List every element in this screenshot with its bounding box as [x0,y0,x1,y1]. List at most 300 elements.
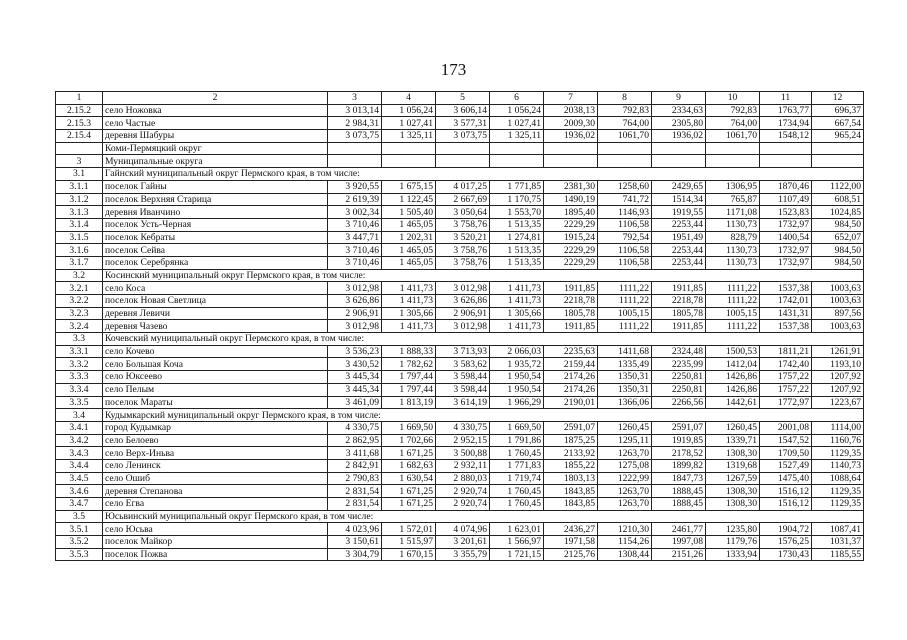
value-cell: 3 758,76 [436,256,490,269]
row-code: 2.15.3 [56,117,103,130]
value-cell: 3 445,34 [328,383,382,396]
value-cell: 2305,80 [652,117,706,130]
row-code: 3.4.7 [56,498,103,511]
value-cell: 2235,99 [652,358,706,371]
value-cell: 2 842,91 [328,459,382,472]
value-cell: 1005,15 [598,307,652,320]
value-cell: 3 150,61 [328,536,382,549]
value-cell: 897,56 [812,307,864,320]
value-cell: 1919,55 [652,206,706,219]
row-code: 3.5.1 [56,523,103,536]
column-number: 6 [490,92,544,105]
value-cell: 1 411,73 [490,295,544,308]
value-cell: 1295,11 [598,434,652,447]
value-cell: 1366,06 [598,396,652,409]
row-code: 2.15.4 [56,130,103,143]
value-cell: 1 669,50 [382,421,436,434]
value-cell: 1160,76 [812,434,864,447]
row-name: поселок Сейва [103,244,328,257]
row-code: 3.4.3 [56,447,103,460]
value-cell: 1 813,19 [382,396,436,409]
row-name: город Кудымкар [103,421,328,434]
value-cell: 1547,52 [760,434,812,447]
value-cell [490,155,544,168]
value-cell: 3 012,98 [328,320,382,333]
value-cell: 764,00 [706,117,760,130]
value-cell: 1185,55 [812,548,864,561]
table-row [56,206,864,219]
value-cell: 2591,07 [544,421,598,434]
row-code: 3.1 [56,168,103,181]
table-row [56,231,864,244]
row-code: 3.4.5 [56,472,103,485]
row-name: поселок Гайны [103,180,328,193]
value-cell: 3 710,46 [328,256,382,269]
column-number: 3 [328,92,382,105]
value-cell: 2178,52 [652,447,706,460]
column-number: 10 [706,92,760,105]
value-cell: 1 305,66 [490,307,544,320]
value-cell: 2 906,91 [436,307,490,320]
value-cell: 1 056,24 [382,104,436,117]
value-cell: 1805,78 [544,307,598,320]
value-cell: 1742,40 [760,358,812,371]
value-cell: 1 630,54 [382,472,436,485]
value-cell: 3 012,98 [436,282,490,295]
table-row [56,244,864,257]
value-cell: 2 831,54 [328,485,382,498]
value-cell: 2 920,74 [436,485,490,498]
section-title: Косинский муниципальный округ Пермского края, в том числе: [103,269,864,282]
value-cell: 2250,81 [652,371,706,384]
value-cell: 1 515,97 [382,536,436,549]
value-cell: 1 671,25 [382,498,436,511]
value-cell: 2125,76 [544,548,598,561]
value-cell: 4 023,96 [328,523,382,536]
value-cell: 1888,45 [652,498,706,511]
value-cell: 1 935,72 [490,358,544,371]
value-cell: 1 465,05 [382,244,436,257]
value-cell: 1 122,45 [382,193,436,206]
value-cell: 1895,40 [544,206,598,219]
value-cell: 1 465,05 [382,218,436,231]
row-code: 3 [56,155,103,168]
value-cell: 1319,68 [706,459,760,472]
value-cell [328,155,382,168]
value-cell: 1426,86 [706,371,760,384]
value-cell: 1130,73 [706,244,760,257]
row-code: 3.4.4 [56,459,103,472]
value-cell: 1772,97 [760,396,812,409]
value-cell: 1129,35 [812,485,864,498]
value-cell: 1888,45 [652,485,706,498]
value-cell: 1 566,97 [490,536,544,549]
value-cell: 3 598,44 [436,371,490,384]
value-cell: 1 170,75 [490,193,544,206]
row-name: поселок Пожва [103,548,328,561]
page-number: 173 [440,60,467,79]
value-cell: 1263,70 [598,485,652,498]
table-row [56,117,864,130]
value-cell: 1843,85 [544,498,598,511]
value-cell: 3 758,76 [436,244,490,257]
value-cell: 1003,63 [812,320,864,333]
value-cell: 1 411,73 [382,295,436,308]
row-name: поселок Кебраты [103,231,328,244]
value-cell: 1122,00 [812,180,864,193]
table-row [56,307,864,320]
value-cell: 2334,63 [652,104,706,117]
value-cell: 2381,30 [544,180,598,193]
value-cell: 1516,12 [760,498,812,511]
value-cell: 3 500,88 [436,447,490,460]
value-cell: 1855,22 [544,459,598,472]
row-name: деревня Степанова [103,485,328,498]
row-name: поселок Новая Светлица [103,295,328,308]
row-name: Муниципальные округа [103,155,328,168]
value-cell: 2229,29 [544,218,598,231]
value-cell: 1308,30 [706,498,760,511]
row-code: 3.4.6 [56,485,103,498]
value-cell: 1129,35 [812,447,864,460]
value-cell: 1260,45 [598,421,652,434]
row-code: 2.15.2 [56,104,103,117]
value-cell: 3 430,52 [328,358,382,371]
value-cell: 1031,37 [812,536,864,549]
value-cell: 2218,78 [652,295,706,308]
table-row [56,104,864,117]
row-code: 3.3.2 [56,358,103,371]
value-cell: 3 050,64 [436,206,490,219]
value-cell [436,142,490,155]
table-row [56,358,864,371]
row-code: 3.2.3 [56,307,103,320]
row-code: 3.1.5 [56,231,103,244]
value-cell: 1306,95 [706,180,760,193]
value-cell: 1911,85 [652,282,706,295]
row-code: 3.5.3 [56,548,103,561]
value-cell: 1426,86 [706,383,760,396]
value-cell: 1260,45 [706,421,760,434]
value-cell: 1114,00 [812,421,864,434]
value-cell: 1936,02 [652,130,706,143]
row-name: село Ленинск [103,459,328,472]
value-cell: 741,72 [598,193,652,206]
value-cell: 1 325,11 [490,130,544,143]
value-cell: 1 027,41 [382,117,436,130]
value-cell: 2038,13 [544,104,598,117]
value-cell: 792,83 [598,104,652,117]
value-cell: 1734,94 [760,117,812,130]
value-cell: 1 202,31 [382,231,436,244]
value-cell: 965,24 [812,130,864,143]
value-cell: 1805,78 [652,307,706,320]
value-cell: 1 760,45 [490,498,544,511]
value-cell: 2009,30 [544,117,598,130]
value-cell: 3 461,09 [328,396,382,409]
value-cell: 652,07 [812,231,864,244]
row-code: 3.1.7 [56,256,103,269]
value-cell: 2591,07 [652,421,706,434]
value-cell: 2436,27 [544,523,598,536]
table-row [56,396,864,409]
value-cell: 1490,19 [544,193,598,206]
value-cell: 1111,22 [706,282,760,295]
value-cell: 1 513,35 [490,218,544,231]
value-cell: 1 721,15 [490,548,544,561]
value-cell: 1 572,01 [382,523,436,536]
value-cell: 3 606,14 [436,104,490,117]
value-cell: 1111,22 [706,320,760,333]
table-row [56,256,864,269]
value-cell [760,142,812,155]
value-cell: 1223,67 [812,396,864,409]
value-cell: 1 325,11 [382,130,436,143]
value-cell: 1431,31 [760,307,812,320]
value-cell: 1154,26 [598,536,652,549]
value-cell: 1843,85 [544,485,598,498]
value-cell: 3 304,79 [328,548,382,561]
value-cell: 1350,31 [598,371,652,384]
value-cell: 2 066,03 [490,345,544,358]
value-cell: 1537,38 [760,320,812,333]
value-cell: 3 710,46 [328,218,382,231]
value-cell: 2253,44 [652,218,706,231]
value-cell: 1106,58 [598,218,652,231]
value-cell: 1 465,05 [382,256,436,269]
table-row [56,282,864,295]
value-cell [436,155,490,168]
value-cell: 1061,70 [598,130,652,143]
value-cell: 1111,22 [598,295,652,308]
value-cell [382,142,436,155]
value-cell: 3 073,75 [436,130,490,143]
value-cell: 1 669,50 [490,421,544,434]
table-row [56,142,864,155]
row-code: 3.4.1 [56,421,103,434]
row-name: поселок Серебрянка [103,256,328,269]
table-row [56,155,864,168]
value-cell: 828,79 [706,231,760,244]
table-row [56,180,864,193]
value-cell: 2 932,11 [436,459,490,472]
value-cell: 3 013,14 [328,104,382,117]
row-name: село Пелым [103,383,328,396]
column-number: 2 [103,92,328,105]
value-cell: 1171,08 [706,206,760,219]
value-cell: 1911,85 [544,320,598,333]
value-cell: 1811,21 [760,345,812,358]
value-cell [490,142,544,155]
value-cell: 4 074,96 [436,523,490,536]
value-cell: 1 782,62 [382,358,436,371]
value-cell: 1 771,83 [490,459,544,472]
value-cell: 1 553,70 [490,206,544,219]
row-name: поселок Мараты [103,396,328,409]
value-cell: 1003,63 [812,282,864,295]
value-cell: 1803,13 [544,472,598,485]
value-cell: 4 017,25 [436,180,490,193]
row-name: село Егва [103,498,328,511]
value-cell: 2218,78 [544,295,598,308]
value-cell: 3 626,86 [436,295,490,308]
value-cell: 1847,73 [652,472,706,485]
value-cell: 1179,76 [706,536,760,549]
value-cell: 1 771,85 [490,180,544,193]
value-cell: 1732,97 [760,256,812,269]
row-name: село Кочево [103,345,328,358]
value-cell: 2250,81 [652,383,706,396]
value-cell: 1 411,73 [382,320,436,333]
value-cell: 1207,92 [812,371,864,384]
value-cell [328,142,382,155]
column-number: 12 [812,92,864,105]
row-name: деревня Левичи [103,307,328,320]
table-row [56,295,864,308]
row-code: 3.2.1 [56,282,103,295]
section-title: Юсьвинский муниципальный округ Пермского края, в том числе: [103,510,864,523]
section-title: Гайнский муниципальный округ Пермского края, в том числе: [103,168,864,181]
value-cell [652,142,706,155]
value-cell: 764,00 [598,117,652,130]
value-cell: 1475,40 [760,472,812,485]
value-cell [706,155,760,168]
value-cell: 1130,73 [706,218,760,231]
value-cell: 1732,97 [760,244,812,257]
value-cell: 1899,82 [652,459,706,472]
value-cell: 1207,92 [812,383,864,396]
value-cell [760,155,812,168]
column-number: 4 [382,92,436,105]
value-cell: 3 012,98 [436,320,490,333]
value-cell: 3 201,61 [436,536,490,549]
value-cell: 3 002,34 [328,206,382,219]
row-name: село Частые [103,117,328,130]
value-cell: 1875,25 [544,434,598,447]
value-cell: 1111,22 [598,320,652,333]
value-cell: 1997,08 [652,536,706,549]
value-cell: 1088,64 [812,472,864,485]
value-cell: 1308,30 [706,447,760,460]
value-cell: 3 583,62 [436,358,490,371]
column-number: 9 [652,92,706,105]
value-cell: 1757,22 [760,371,812,384]
row-code: 3.3 [56,333,103,346]
value-cell: 1516,12 [760,485,812,498]
value-cell: 765,87 [706,193,760,206]
value-cell: 1576,25 [760,536,812,549]
value-cell: 1235,80 [706,523,760,536]
value-cell: 3 598,44 [436,383,490,396]
value-cell: 2151,26 [652,548,706,561]
value-cell: 1261,91 [812,345,864,358]
value-cell: 3 520,21 [436,231,490,244]
value-cell: 1763,77 [760,104,812,117]
value-cell: 1129,35 [812,498,864,511]
value-cell: 1 702,66 [382,434,436,447]
value-cell: 1140,73 [812,459,864,472]
value-cell: 2229,29 [544,256,598,269]
value-cell: 2001,08 [760,421,812,434]
table-row [56,193,864,206]
value-cell: 667,54 [812,117,864,130]
value-cell [812,142,864,155]
value-cell: 2 952,15 [436,434,490,447]
value-cell: 3 758,76 [436,218,490,231]
value-cell: 1 670,15 [382,548,436,561]
value-cell: 1 682,63 [382,459,436,472]
value-cell: 1130,73 [706,256,760,269]
value-cell: 2 984,31 [328,117,382,130]
value-cell: 1 513,35 [490,256,544,269]
row-code: 3.4.2 [56,434,103,447]
value-cell: 1911,85 [652,320,706,333]
row-name: село Коса [103,282,328,295]
value-cell: 2235,63 [544,345,598,358]
row-name: деревня Шабуры [103,130,328,143]
value-cell: 1339,71 [706,434,760,447]
row-code: 3.1.1 [56,180,103,193]
value-cell: 4 330,75 [436,421,490,434]
value-cell: 1523,83 [760,206,812,219]
value-cell: 1870,46 [760,180,812,193]
table-row [56,447,864,460]
value-cell: 4 330,75 [328,421,382,434]
value-cell: 2266,56 [652,396,706,409]
section-title: Кочевский муниципальный округ Пермского края, в том числе: [103,333,864,346]
value-cell: 1 760,45 [490,485,544,498]
value-cell: 1 305,66 [382,307,436,320]
value-cell: 2429,65 [652,180,706,193]
value-cell: 1537,38 [760,282,812,295]
value-cell: 2 862,95 [328,434,382,447]
value-cell: 3 920,55 [328,180,382,193]
section-row [56,168,864,181]
value-cell: 1 950,54 [490,383,544,396]
table-row [56,320,864,333]
row-name: село Ножовка [103,104,328,117]
table-row [56,472,864,485]
value-cell: 1548,12 [760,130,812,143]
section-row [56,510,864,523]
value-cell: 1258,60 [598,180,652,193]
value-cell: 1971,58 [544,536,598,549]
value-cell: 2190,01 [544,396,598,409]
value-cell [382,155,436,168]
table-row [56,523,864,536]
table-row [56,434,864,447]
value-cell: 1 719,74 [490,472,544,485]
value-cell: 1 513,35 [490,244,544,257]
value-cell [598,142,652,155]
value-cell: 3 447,71 [328,231,382,244]
value-cell [706,142,760,155]
value-cell: 2 667,69 [436,193,490,206]
row-name: село Юсьва [103,523,328,536]
value-cell: 3 710,46 [328,244,382,257]
value-cell: 2324,48 [652,345,706,358]
section-row [56,409,864,422]
row-name: село Белоево [103,434,328,447]
row-code: 3.4 [56,409,103,422]
value-cell: 1 888,33 [382,345,436,358]
value-cell: 984,50 [812,256,864,269]
value-cell: 1267,59 [706,472,760,485]
value-cell: 1263,70 [598,498,652,511]
table-row [56,371,864,384]
value-cell: 1 760,45 [490,447,544,460]
value-cell: 3 445,34 [328,371,382,384]
